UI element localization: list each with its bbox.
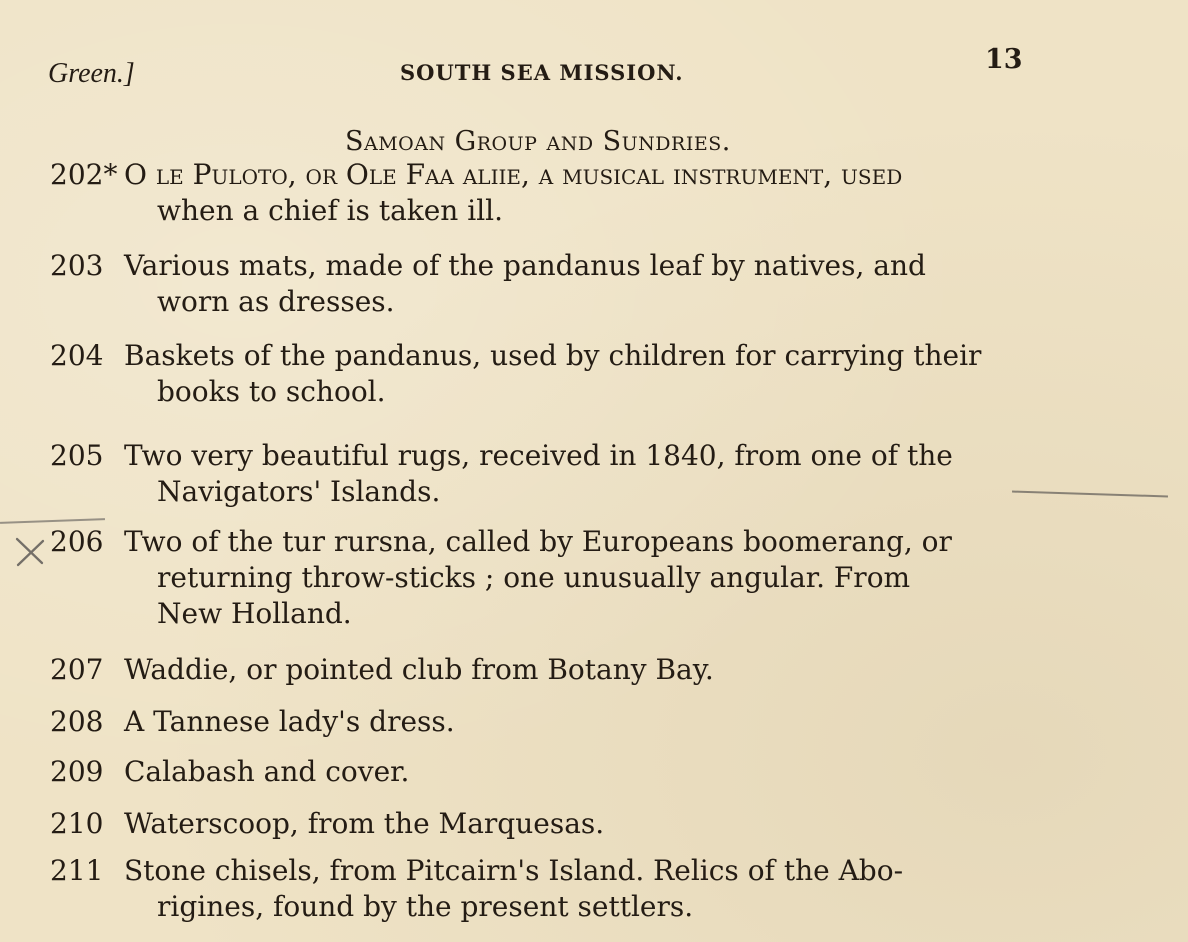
entry-continuation: New Holland. xyxy=(157,597,352,630)
catalog-entry-202 xyxy=(50,157,1070,229)
entry-number: 211 xyxy=(50,854,104,887)
entry-first-line xyxy=(50,248,1070,284)
catalog-entry-208 xyxy=(50,704,1070,740)
entry-continuation: worn as dresses. xyxy=(157,285,395,318)
entry-number: 205 xyxy=(50,439,104,472)
entry-first-line xyxy=(50,157,1070,193)
entry-text: Calabash and cover. xyxy=(124,755,410,788)
pencil-cross-mark xyxy=(13,535,47,569)
catalog-entry-211 xyxy=(50,853,1070,925)
entry-text: A Tannese lady's dress. xyxy=(124,705,455,738)
entry-first-line xyxy=(50,652,1070,688)
entry-text: Stone chisels, from Pitcairn's Island. Relics of the Abo- xyxy=(124,854,904,887)
entry-number: 208 xyxy=(50,705,104,738)
entry-number: 209 xyxy=(50,755,104,788)
entry-first-line xyxy=(50,524,1070,560)
entry-number: 210 xyxy=(50,807,104,840)
pencil-margin-line xyxy=(0,518,105,524)
entry-continuation: when a chief is taken ill. xyxy=(157,194,504,227)
catalog-entry-204 xyxy=(50,338,1070,410)
entry-number: 206 xyxy=(50,525,104,558)
running-title: SOUTH SEA MISSION. xyxy=(400,60,684,85)
entry-number: 204 xyxy=(50,339,104,372)
entry-first-line xyxy=(50,806,1070,842)
catalog-entry-205 xyxy=(50,438,1070,510)
catalog-entry-209 xyxy=(50,754,1070,790)
entry-number: 207 xyxy=(50,653,104,686)
entry-text: O le Puloto, or Ole Faa aliie, a musical instrument, used xyxy=(124,158,903,191)
entry-number: 203 xyxy=(50,249,104,282)
entry-first-line xyxy=(50,438,1070,474)
entry-text: Baskets of the pandanus, used by children for carrying their xyxy=(124,339,982,372)
entry-continuation: returning throw-sticks ; one unusually angular. From xyxy=(157,561,911,594)
entry-text: Various mats, made of the pandanus leaf by natives, and xyxy=(124,249,926,282)
catalog-entry-203 xyxy=(50,248,1070,320)
entry-first-line xyxy=(50,754,1070,790)
entry-first-line xyxy=(50,704,1070,740)
show-through-text xyxy=(760,112,767,137)
section-heading: Samoan Group and Sundries. xyxy=(345,126,731,157)
catalog-entry-206 xyxy=(50,524,1070,632)
entry-number: 202* xyxy=(50,158,118,191)
entry-first-line xyxy=(50,338,1070,374)
entry-text: Two of the tur rursna, called by Europeans boomerang, or xyxy=(124,525,952,558)
entry-text: Two very beautiful rugs, received in 1840, from one of the xyxy=(124,439,953,472)
entry-continuation: Navigators' Islands. xyxy=(157,475,441,508)
catalog-entry-210 xyxy=(50,806,1070,842)
entry-text: Waterscoop, from the Marquesas. xyxy=(124,807,605,840)
entry-continuation: rigines, found by the present settlers. xyxy=(157,890,694,923)
header-author: Green.] xyxy=(48,58,135,89)
entry-continuation: books to school. xyxy=(157,375,386,408)
entry-text: Waddie, or pointed club from Botany Bay. xyxy=(124,653,714,686)
entry-first-line xyxy=(50,853,1070,889)
catalog-entry-207 xyxy=(50,652,1070,688)
page-number: 13 xyxy=(985,44,1023,75)
